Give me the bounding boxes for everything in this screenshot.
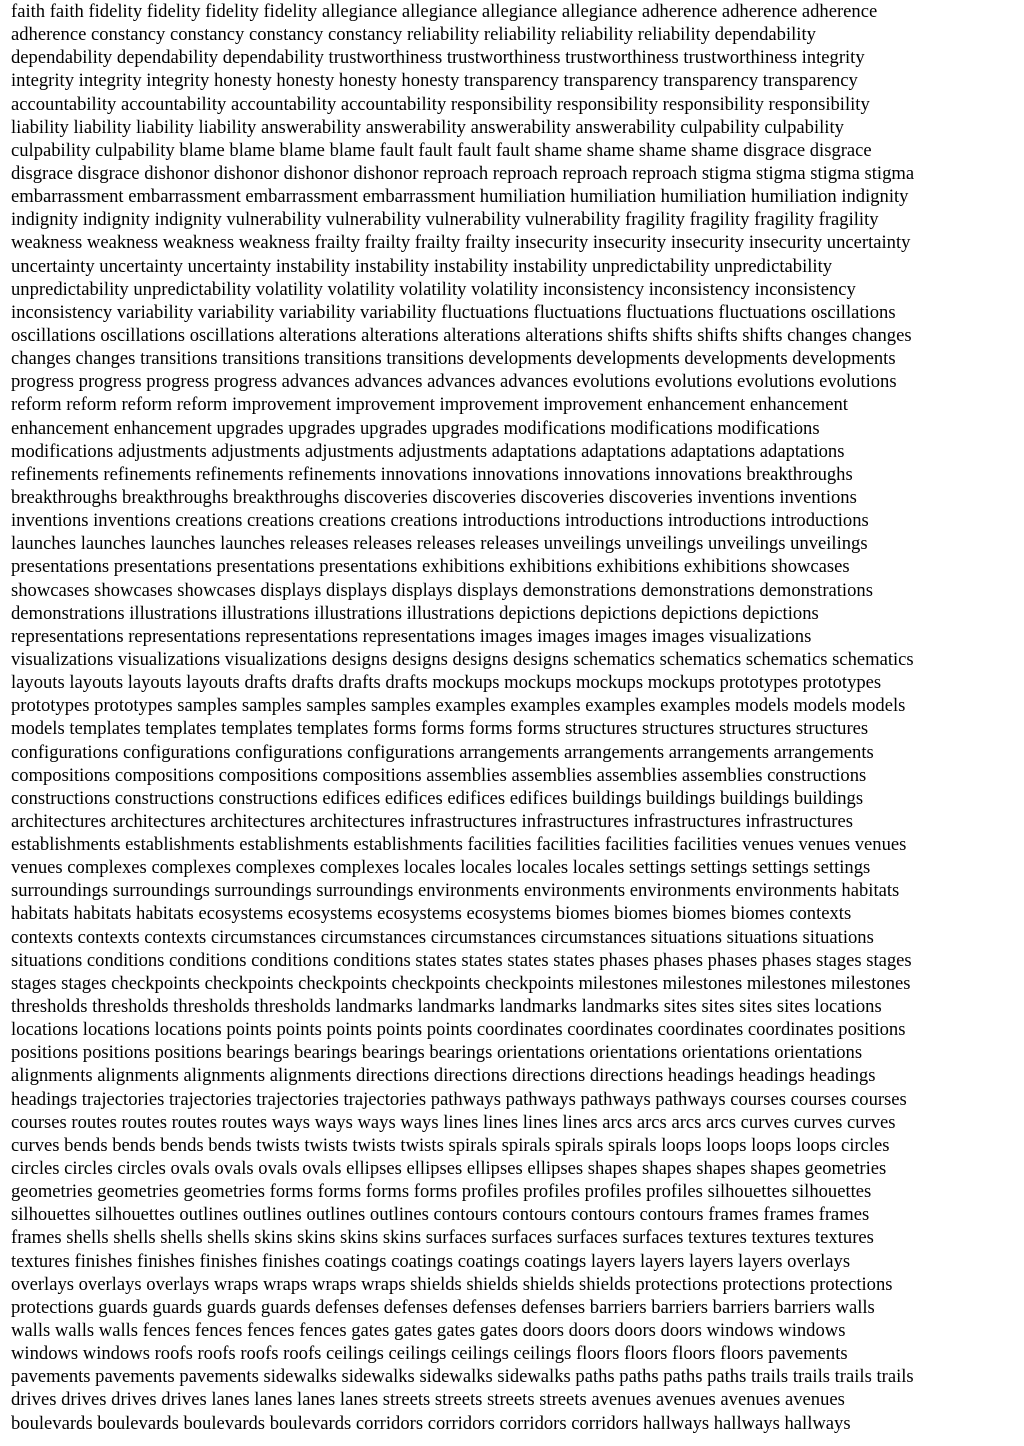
- text-line: changes changes transitions transitions transitions transitions developments developments developments developments: [11, 348, 896, 370]
- text-line: inventions inventions creations creations creations creations introductions introductions introductions introductions: [11, 510, 869, 532]
- text-line: inconsistency variability variability variability variability fluctuations fluctuations fluctuations fluctuations oscillations: [11, 301, 896, 323]
- text-line: accountability accountability accountability accountability responsibility responsibility responsibility responsibility: [11, 93, 870, 115]
- text-line: windows windows roofs roofs roofs roofs ceilings ceilings ceilings ceilings floors floors floors floors pavements: [11, 1343, 848, 1365]
- text-line: curves bends bends bends bends twists twists twists twists spirals spirals spirals spirals loops loops loops loops circles: [11, 1134, 890, 1156]
- text-line: liability liability liability liability answerability answerability answerability answerability culpability culpability: [11, 116, 844, 138]
- text-line: integrity integrity integrity honesty honesty honesty honesty transparency transparency transparency transparency: [11, 70, 858, 92]
- text-line: architectures architectures architectures architectures infrastructures infrastructures infrastructures infrastructures: [11, 810, 853, 832]
- text-line: boulevards boulevards boulevards boulevards corridors corridors corridors corridors hallways hallways hallways: [11, 1412, 851, 1434]
- text-line: reform reform reform reform improvement improvement improvement improvement enhancement enhancement: [11, 394, 848, 416]
- text-line: launches launches launches launches releases releases releases releases unveilings unveilings unveilings unveilings: [11, 533, 868, 555]
- text-line: habitats habitats habitats ecosystems ecosystems ecosystems ecosystems biomes biomes biomes biomes contexts: [11, 903, 852, 925]
- text-line: refinements refinements refinements refinements innovations innovations innovations innovations breakthroughs: [11, 463, 853, 485]
- text-line: alignments alignments alignments alignments directions directions directions directions headings headings headings: [11, 1065, 876, 1087]
- text-line: situations conditions conditions conditions conditions states states states states phases phases phases phases stages stages: [11, 949, 912, 971]
- text-line: frames shells shells shells shells skins skins skins skins surfaces surfaces surfaces surfaces textures textures textures: [11, 1227, 874, 1249]
- body-text: [11, 0, 1017, 1435]
- text-line: faith faith fidelity fidelity fidelity fidelity allegiance allegiance allegiance allegiance adherence adherence adherence: [11, 1, 878, 22]
- text-line: locations locations locations points points points points points coordinates coordinates coordinates coordinates positions: [11, 1019, 906, 1041]
- text-line: breakthroughs breakthroughs breakthroughs discoveries discoveries discoveries discoveries inventions inventions: [11, 486, 857, 508]
- text-line: courses routes routes routes routes ways ways ways ways lines lines lines lines arcs arcs arcs arcs curves curves curves: [11, 1111, 896, 1133]
- text-line: dependability dependability dependability trustworthiness trustworthiness trustworthiness trustworthiness integrity: [11, 47, 865, 69]
- text-line: adherence constancy constancy constancy constancy reliability reliability reliability reliability dependability: [11, 24, 816, 46]
- text-line: culpability culpability blame blame blame blame fault fault fault fault shame shame shame shame disgrace disgrace: [11, 139, 872, 161]
- text-line: constructions constructions constructions edifices edifices edifices edifices buildings buildings buildings buildings: [11, 787, 864, 809]
- text-line: progress progress progress progress advances advances advances advances evolutions evolutions evolutions evolutions: [11, 371, 897, 393]
- text-line: overlays overlays overlays wraps wraps wraps wraps shields shields shields shields protections protections protections: [11, 1273, 893, 1295]
- text-line: disgrace disgrace dishonor dishonor dishonor dishonor reproach reproach reproach reproach stigma stigma stigma stigma: [11, 162, 915, 184]
- text-line: enhancement enhancement upgrades upgrades upgrades upgrades modifications modifications modifications: [11, 417, 820, 439]
- text-line: modifications adjustments adjustments adjustments adjustments adaptations adaptations adaptations adaptations: [11, 440, 845, 462]
- text-line: establishments establishments establishments establishments facilities facilities facilities facilities venues venues venues: [11, 834, 907, 856]
- text-line: thresholds thresholds thresholds thresholds landmarks landmarks landmarks landmarks sites sites sites sites locations: [11, 996, 882, 1018]
- text-line: compositions compositions compositions compositions assemblies assemblies assemblies assemblies constructions: [11, 764, 867, 786]
- text-line: positions positions positions bearings bearings bearings bearings orientations orientations orientations orientations: [11, 1042, 863, 1064]
- text-line: weakness weakness weakness weakness frailty frailty frailty frailty insecurity insecurity insecurity insecurity uncertainty: [11, 232, 911, 254]
- text-line: demonstrations illustrations illustrations illustrations illustrations depictions depictions depictions depictions: [11, 602, 819, 624]
- text-line: contexts contexts contexts circumstances circumstances circumstances circumstances situations situations situations: [11, 926, 874, 948]
- text-line: walls walls walls fences fences fences fences gates gates gates gates doors doors doors doors windows windows: [11, 1320, 846, 1342]
- text-line: pavements pavements pavements sidewalks sidewalks sidewalks sidewalks paths paths paths paths trails trails trails trails: [11, 1366, 914, 1388]
- text-line: models templates templates templates templates forms forms forms forms structures structures structures structures: [11, 718, 869, 740]
- text-line: visualizations visualizations visualizations designs designs designs designs schematics schematics schematics schematics: [11, 648, 914, 670]
- text-line: showcases showcases showcases displays displays displays displays demonstrations demonstrations demonstrations: [11, 579, 873, 601]
- document-page: [11, 0, 1017, 1446]
- text-line: indignity indignity indignity vulnerability vulnerability vulnerability vulnerability fragility fragility fragility fragility: [11, 209, 879, 231]
- text-line: venues complexes complexes complexes complexes locales locales locales locales settings settings settings settings: [11, 857, 871, 879]
- text-line: textures finishes finishes finishes finishes coatings coatings coatings coatings layers layers layers layers overlays: [11, 1250, 851, 1272]
- text-line: circles circles circles ovals ovals ovals ovals ellipses ellipses ellipses ellipses shapes shapes shapes shapes geometries: [11, 1158, 887, 1180]
- text-line: stages stages checkpoints checkpoints checkpoints checkpoints checkpoints milestones milestones milestones milestones: [11, 972, 911, 994]
- text-line: headings trajectories trajectories trajectories trajectories pathways pathways pathways pathways courses courses courses: [11, 1088, 907, 1110]
- text-line: embarrassment embarrassment embarrassment embarrassment humiliation humiliation humiliation humiliation indignity: [11, 186, 909, 208]
- text-line: surroundings surroundings surroundings surroundings environments environments environments environments habitats: [11, 880, 900, 902]
- text-line: representations representations representations representations images images images images visualizations: [11, 625, 812, 647]
- text-line: silhouettes silhouettes outlines outlines outlines outlines contours contours contours contours frames frames frames: [11, 1204, 870, 1226]
- text-line: oscillations oscillations oscillations alterations alterations alterations alterations shifts shifts shifts shifts changes changes: [11, 324, 912, 346]
- text-line: protections guards guards guards guards defenses defenses defenses defenses barriers barriers barriers barriers walls: [11, 1296, 875, 1318]
- text-line: geometries geometries geometries forms forms forms forms profiles profiles profiles profiles silhouettes silhouettes: [11, 1181, 872, 1203]
- text-line: prototypes prototypes samples samples samples samples examples examples examples examples models models models: [11, 695, 906, 717]
- text-line: drives drives drives drives lanes lanes lanes lanes streets streets streets streets avenues avenues avenues avenues: [11, 1389, 845, 1411]
- text-line: unpredictability unpredictability volatility volatility volatility volatility inconsistency inconsistency inconsistency: [11, 278, 856, 300]
- text-line: presentations presentations presentations presentations exhibitions exhibitions exhibitions exhibitions showcases: [11, 556, 850, 578]
- text-line: uncertainty uncertainty uncertainty instability instability instability instability unpredictability unpredictability: [11, 255, 833, 277]
- text-line: layouts layouts layouts layouts drafts drafts drafts drafts mockups mockups mockups mockups prototypes prototypes: [11, 672, 882, 694]
- text-line: configurations configurations configurations configurations arrangements arrangements arrangements arrangements: [11, 741, 874, 763]
